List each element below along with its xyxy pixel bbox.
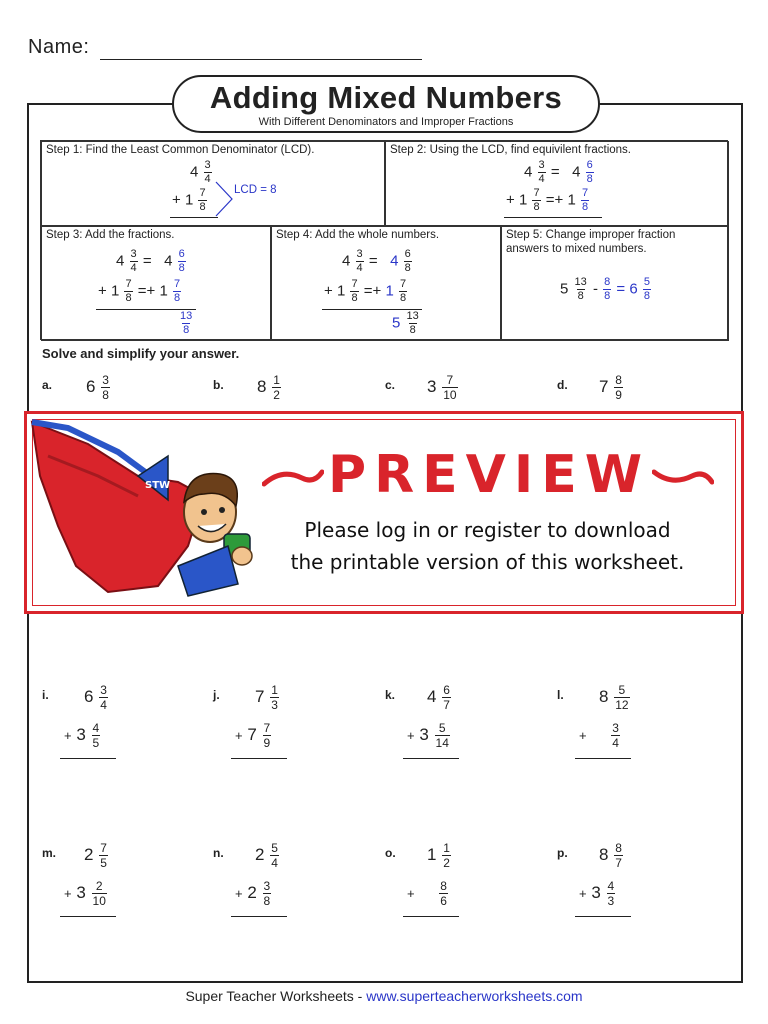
- equals-sign: =: [545, 191, 555, 209]
- denominator: 8: [604, 290, 611, 302]
- whole: 4: [427, 686, 437, 706]
- denominator: 8: [102, 388, 109, 402]
- whole: 7: [255, 686, 265, 706]
- preview-message-line-1: Please log in or register to download: [304, 518, 671, 542]
- numerator: 7: [446, 373, 454, 387]
- denominator: 2: [443, 856, 450, 870]
- fraction: [270, 842, 279, 869]
- fraction: [272, 374, 281, 401]
- fraction: [263, 722, 272, 749]
- numerator: 5: [271, 841, 278, 855]
- step-1-cell: [41, 141, 385, 226]
- whole: 1: [567, 191, 576, 209]
- denominator: 4: [271, 856, 278, 870]
- whole: 1: [159, 282, 168, 300]
- denominator: 8: [173, 292, 181, 304]
- whole: 4: [164, 252, 173, 270]
- step-1-addend-1: [190, 160, 213, 185]
- whole: 6: [86, 376, 96, 396]
- title-box: [172, 75, 600, 133]
- whole: 6: [84, 686, 94, 706]
- fraction: [406, 311, 420, 336]
- numerator: 7: [533, 187, 540, 199]
- plus-sign: +: [372, 282, 382, 300]
- whole: 4: [116, 252, 125, 270]
- whole: 4: [390, 252, 399, 270]
- denominator: 8: [533, 201, 540, 213]
- numerator: 3: [612, 721, 619, 735]
- fraction: [643, 277, 651, 302]
- step-3-label: Step 3: Add the fractions.: [46, 229, 175, 241]
- problem-letter: n.: [213, 846, 224, 860]
- step-2-addend-2: [506, 188, 590, 213]
- whole: 5: [560, 280, 569, 298]
- problem-letter: c.: [385, 378, 396, 392]
- whole: 3: [591, 882, 601, 902]
- problem-letter: j.: [213, 688, 220, 702]
- equals-sign: =: [616, 280, 626, 298]
- answer-line: [403, 916, 459, 917]
- numerator: 7: [263, 721, 271, 735]
- fraction: [404, 249, 412, 274]
- equals-sign: =: [368, 252, 378, 270]
- denominator: 8: [263, 894, 271, 908]
- equals-sign: =: [142, 252, 152, 270]
- numerator: 2: [95, 879, 103, 893]
- denominator: 8: [178, 262, 185, 274]
- numerator: 4: [92, 721, 100, 735]
- fraction: [532, 188, 540, 213]
- numerator: 3: [204, 159, 211, 171]
- plus-sign: +: [98, 282, 107, 300]
- step-3-cell: [41, 226, 271, 341]
- worksheet-subtitle: With Different Denominators and Improper Fractions: [258, 116, 514, 128]
- step-5-label-line-2: answers to mixed numbers.: [506, 243, 647, 255]
- denominator: 5: [92, 736, 100, 750]
- fraction: [173, 279, 181, 304]
- answer-line: [60, 758, 116, 759]
- fraction: [92, 880, 107, 907]
- whole: 4: [190, 163, 199, 181]
- numerator: 7: [199, 187, 206, 199]
- numerator: 7: [351, 278, 358, 290]
- fraction: [442, 374, 457, 401]
- numerator: 7: [581, 187, 589, 199]
- denominator: 8: [399, 292, 407, 304]
- numerator: 6: [586, 159, 593, 171]
- step-4-label: Step 4: Add the whole numbers.: [276, 229, 440, 241]
- denominator: 8: [199, 201, 206, 213]
- problem-letter: a.: [42, 378, 53, 392]
- whole: 8: [599, 686, 609, 706]
- numerator: 5: [618, 683, 626, 697]
- denominator: 3: [271, 698, 278, 712]
- denominator: 8: [351, 292, 358, 304]
- fraction: [442, 842, 451, 869]
- step-2-label: Step 2: Using the LCD, find equivilent fractions.: [390, 144, 631, 156]
- fraction: [356, 249, 364, 274]
- fraction: [399, 279, 407, 304]
- whole: 1: [184, 191, 194, 209]
- problem-letter: p.: [557, 846, 568, 860]
- denominator: 4: [204, 173, 211, 185]
- numerator: 7: [100, 841, 107, 855]
- footer-text: Super Teacher Worksheets -: [185, 988, 367, 1004]
- denominator: 6: [440, 894, 447, 908]
- problem-letter: m.: [42, 846, 57, 860]
- swoosh-right-icon: [652, 466, 714, 488]
- problem-letter: o.: [385, 846, 396, 860]
- mascot-badge-text: STW: [145, 480, 171, 491]
- fraction: [270, 684, 279, 711]
- worksheet-title: Adding Mixed Numbers: [209, 80, 563, 115]
- whole: 2: [84, 844, 94, 864]
- fraction: [204, 160, 212, 185]
- denominator: 4: [356, 262, 363, 274]
- step-1-label: Step 1: Find the Least Common Denominator (LCD).: [46, 144, 315, 156]
- denominator: 4: [130, 262, 137, 274]
- plus-sign: +: [235, 885, 243, 901]
- numerator: 7: [125, 278, 132, 290]
- fraction: [130, 249, 138, 274]
- whole: 8: [257, 376, 267, 396]
- answer-line: [575, 758, 631, 759]
- numerator: 13: [406, 310, 419, 322]
- fraction: [198, 188, 206, 213]
- fraction: [586, 160, 594, 185]
- numerator: 13: [180, 310, 193, 322]
- whole: 1: [385, 282, 394, 300]
- numerator: 6: [178, 248, 185, 260]
- numerator: 5: [438, 721, 446, 735]
- whole: 3: [419, 724, 429, 744]
- answer-line: [231, 758, 287, 759]
- equals-sign: =: [363, 282, 373, 300]
- steps-panel: [40, 140, 728, 340]
- whole: 4: [342, 252, 351, 270]
- numerator: 6: [404, 248, 411, 260]
- fraction: [263, 880, 272, 907]
- numerator: 3: [130, 248, 137, 260]
- plus-sign: +: [64, 885, 72, 901]
- denominator: 8: [643, 290, 650, 302]
- numerator: 6: [443, 683, 450, 697]
- fraction: [574, 277, 588, 302]
- plus-sign: +: [146, 282, 156, 300]
- step-5-cell: [501, 226, 729, 341]
- whole: 1: [110, 282, 120, 300]
- denominator: 9: [615, 388, 622, 402]
- whole: 7: [599, 376, 609, 396]
- preview-message-line-2: the printable version of this worksheet.: [290, 550, 685, 574]
- whole: 8: [599, 844, 609, 864]
- denominator: 9: [263, 736, 271, 750]
- preview-title: PREVIEW: [328, 445, 651, 505]
- denominator: 5: [100, 856, 107, 870]
- fraction: [603, 277, 611, 302]
- numerator: 3: [263, 879, 271, 893]
- whole: 7: [247, 724, 257, 744]
- whole: 3: [76, 882, 86, 902]
- denominator: 4: [100, 698, 107, 712]
- fraction: [614, 684, 629, 711]
- numerator: 8: [604, 276, 611, 288]
- denominator: 7: [443, 698, 450, 712]
- numerator: 3: [356, 248, 363, 260]
- problem-letter: d.: [557, 378, 568, 392]
- step-2-addend-1: [524, 160, 595, 185]
- name-label: Name:: [28, 36, 90, 58]
- name-write-line: [100, 59, 422, 60]
- fraction: [101, 374, 110, 401]
- footer-link[interactable]: www.superteacherworksheets.com: [366, 988, 583, 1004]
- instructions: Solve and simplify your answer.: [42, 346, 240, 361]
- fraction: [178, 249, 186, 274]
- problem-letter: i.: [42, 688, 49, 702]
- whole: 2: [255, 844, 265, 864]
- brace-icon: [214, 180, 236, 218]
- footer: [0, 988, 768, 1004]
- denominator: 10: [92, 894, 106, 908]
- fraction: [99, 842, 108, 869]
- minus-sign: -: [592, 280, 598, 298]
- fraction: [442, 684, 451, 711]
- fraction: [99, 684, 108, 711]
- plus-sign: +: [64, 727, 72, 743]
- denominator: 10: [443, 388, 457, 402]
- numerator: 3: [100, 683, 107, 697]
- numerator: 1: [271, 683, 278, 697]
- swoosh-left-icon: [262, 466, 324, 488]
- whole: 2: [247, 882, 257, 902]
- fraction: [92, 722, 101, 749]
- whole: 4: [524, 163, 533, 181]
- fraction: [614, 374, 623, 401]
- fraction: [435, 722, 450, 749]
- denominator: 8: [125, 292, 132, 304]
- answer-line: [504, 217, 602, 218]
- plus-sign: +: [579, 885, 587, 901]
- fraction: [179, 311, 193, 336]
- plus-sign: +: [324, 282, 333, 300]
- equals-sign: =: [137, 282, 147, 300]
- numerator: 13: [574, 276, 587, 288]
- numerator: 5: [643, 276, 650, 288]
- plus-sign: +: [506, 191, 515, 209]
- fraction: [124, 279, 132, 304]
- step-5-label: Step 5: Change improper fraction: [506, 229, 676, 241]
- denominator: 8: [183, 324, 190, 336]
- numerator: 3: [102, 373, 109, 387]
- step-4-cell: [271, 226, 501, 341]
- fraction: [350, 279, 358, 304]
- answer-line: [60, 916, 116, 917]
- numerator: 8: [615, 373, 622, 387]
- denominator: 8: [586, 173, 593, 185]
- whole: 3: [427, 376, 437, 396]
- answer-line: [575, 916, 631, 917]
- superhero-mascot-icon: [28, 416, 268, 610]
- denominator: 8: [404, 262, 411, 274]
- numerator: 8: [615, 841, 622, 855]
- numerator: 3: [538, 159, 545, 171]
- fraction: [614, 842, 623, 869]
- denominator: 3: [607, 894, 615, 908]
- plus-sign: +: [172, 191, 181, 209]
- denominator: 7: [615, 856, 622, 870]
- plus-sign: +: [579, 727, 587, 743]
- whole: 1: [427, 844, 437, 864]
- numerator: 4: [607, 879, 615, 893]
- fraction: [611, 722, 620, 749]
- step-4-addend-1: [342, 249, 413, 274]
- step-3-addend-2: [98, 279, 182, 304]
- numerator: 7: [173, 278, 181, 290]
- denominator: 4: [538, 173, 545, 185]
- fraction: [581, 188, 589, 213]
- whole: 4: [572, 163, 581, 181]
- step-3-addend-1: [116, 249, 187, 274]
- step-3-result: [178, 311, 194, 336]
- whole: 1: [336, 282, 346, 300]
- fraction: [607, 880, 616, 907]
- fraction: [439, 880, 448, 907]
- whole: 6: [629, 280, 638, 298]
- plus-sign: +: [407, 727, 415, 743]
- numerator: 1: [273, 373, 280, 387]
- step-2-cell: [385, 141, 729, 226]
- problem-letter: k.: [385, 688, 396, 702]
- whole: 1: [518, 191, 528, 209]
- numerator: 1: [443, 841, 450, 855]
- step-1-addend-2: [172, 188, 208, 213]
- numerator: 7: [399, 278, 407, 290]
- denominator: 2: [273, 388, 280, 402]
- numerator: 8: [440, 879, 447, 893]
- lcd-label: LCD = 8: [234, 184, 277, 196]
- denominator: 8: [577, 290, 584, 302]
- step-5-expression: [560, 277, 652, 302]
- equals-sign: =: [550, 163, 560, 181]
- plus-sign: +: [407, 885, 415, 901]
- whole: 3: [76, 724, 86, 744]
- step-4-result: [392, 311, 421, 336]
- whole: 5: [392, 314, 401, 332]
- denominator: 14: [435, 736, 449, 750]
- answer-line: [231, 916, 287, 917]
- problem-letter: b.: [213, 378, 224, 392]
- denominator: 8: [581, 201, 589, 213]
- denominator: 12: [615, 698, 629, 712]
- problem-letter: l.: [557, 688, 564, 702]
- denominator: 8: [409, 324, 416, 336]
- denominator: 4: [612, 736, 619, 750]
- step-4-addend-2: [324, 279, 408, 304]
- answer-line: [170, 217, 218, 218]
- plus-sign: +: [554, 191, 564, 209]
- plus-sign: +: [235, 727, 243, 743]
- answer-line: [403, 758, 459, 759]
- fraction: [538, 160, 546, 185]
